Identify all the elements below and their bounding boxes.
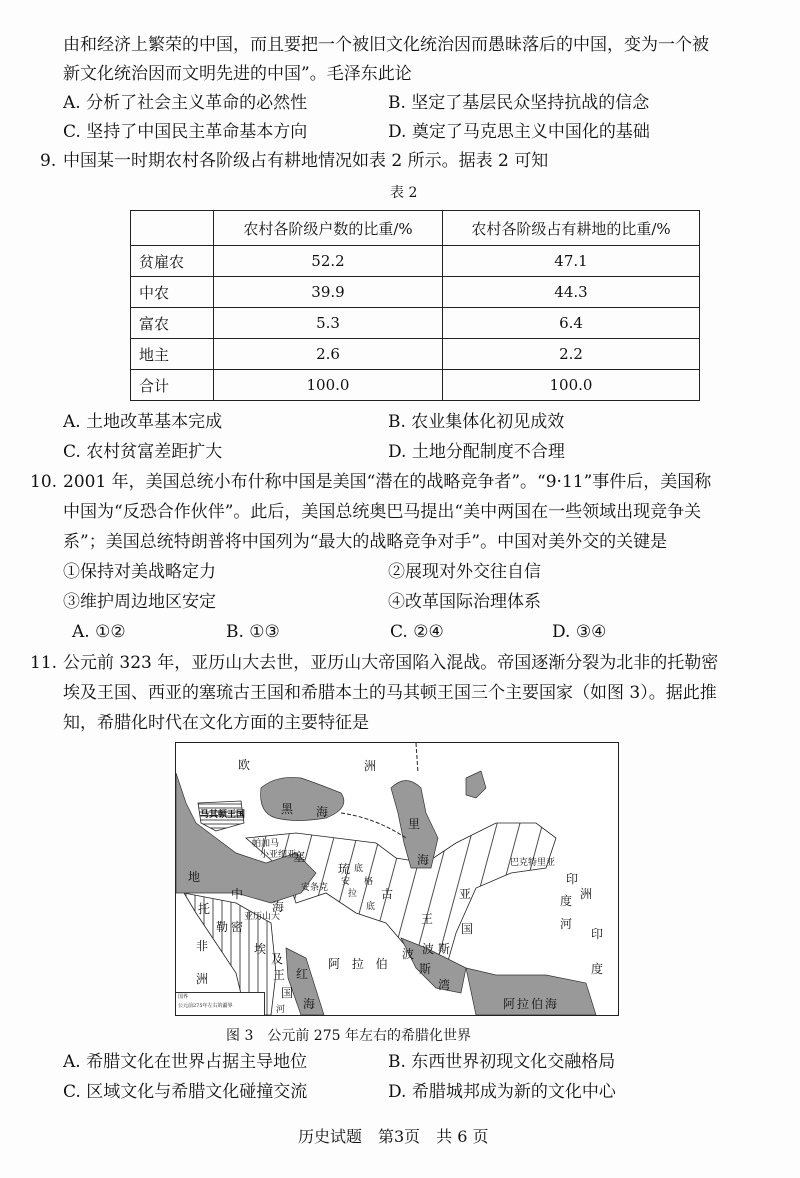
table-cell: 地主: [131, 339, 214, 370]
map-label: 古: [381, 887, 394, 901]
map-label: 河: [276, 1005, 286, 1015]
hellenistic-world-map: [175, 742, 619, 1016]
table-cell: 2.2: [443, 339, 700, 370]
map-label: 地: [188, 870, 201, 884]
table-row: [131, 277, 700, 308]
q9-option-d: D. 土地分配制度不合理: [388, 442, 565, 462]
table-title: 表 2: [390, 185, 418, 201]
aral-sea: [466, 771, 486, 798]
map-label: 帕加马: [252, 839, 280, 849]
map-label: 国: [281, 986, 294, 1000]
page-footer: 历史试题 第3页 共 6 页: [298, 1127, 489, 1146]
q9-stem: 中国某一时期农村各阶级占有耕地情况如表 2 所示。据表 2 可知: [63, 151, 549, 171]
q10-option-c: C. ②④: [390, 622, 444, 642]
table-cell: 100.0: [443, 370, 700, 401]
table-header: 农村各阶级户数的比重/%: [214, 211, 443, 246]
map-label: 塞: [293, 850, 306, 864]
figure-caption: 图 3 公元前 275 年左右的希腊化世界: [226, 1028, 471, 1044]
q8-option-a: A. 分析了社会主义革命的必然性: [63, 93, 308, 113]
map-label: 欧: [238, 758, 251, 772]
map-label: 及: [271, 952, 284, 966]
q10-stem-line: 2001 年，美国总统小布什称中国是美国“潜在的战略竞争者”。“9·11”事件后，美国称: [63, 472, 712, 492]
q9-option-c: C. 农村贫富差距扩大: [63, 442, 223, 462]
map-label: 王: [273, 968, 286, 982]
map-label: 里: [408, 817, 421, 831]
q11-stem-line: 知，希腊化时代在文化方面的主要特征是: [63, 713, 369, 733]
table-header-row: [131, 211, 700, 246]
map-label: 黑: [281, 802, 294, 816]
map-label: 国: [461, 922, 474, 936]
legend-item-border: 国界: [178, 994, 189, 1000]
map-label: 海: [316, 805, 329, 819]
map-label: 波: [402, 947, 415, 961]
map-label: 托: [198, 902, 211, 916]
map-label: 斯: [419, 962, 432, 976]
q9-option-b: B. 农业集体化初见成效: [388, 412, 565, 432]
q8-option-c: C. 坚持了中国民主革命基本方向: [63, 122, 308, 142]
map-label: 红: [296, 967, 309, 981]
map-label: 琉: [338, 862, 351, 876]
map-label: 埃: [254, 942, 267, 956]
q10-stem-line: 中国为“反恐合作伙伴”。此后，美国总统奥巴马提出“美中两国在一些领域出现竞争关: [63, 502, 702, 522]
table-cell: 贫雇农: [131, 246, 214, 277]
q10-option-d: D. ③④: [552, 622, 607, 642]
q11-number: 11.: [30, 653, 58, 673]
q8-option-d: D. 奠定了马克思主义中国化的基础: [388, 122, 650, 142]
q11-option-d: D. 希腊城邦成为新的文化中心: [388, 1082, 616, 1102]
map-legend: [176, 992, 265, 1015]
table-cell: 合计: [131, 370, 214, 401]
q10-item: ①保持对美战略定力: [63, 562, 216, 582]
map-label: 湾: [438, 978, 451, 992]
map-label: 海: [417, 853, 430, 867]
black-sea: [261, 777, 344, 820]
map-label: 密: [231, 920, 244, 934]
table-row: [131, 370, 700, 401]
table-cell: 中农: [131, 277, 214, 308]
table-header: [131, 211, 214, 246]
table-cell: 100.0: [214, 370, 443, 401]
table-cell: 富农: [131, 308, 214, 339]
map-label: 洲: [580, 887, 593, 901]
data-table: [130, 210, 700, 401]
map-label: 马其顿王国: [200, 810, 246, 820]
map-label: 度: [560, 894, 573, 908]
map-label: 海: [303, 997, 316, 1011]
map-label: 巴克特里亚: [510, 858, 556, 868]
table-cell: 6.4: [443, 308, 700, 339]
table-cell: 2.6: [214, 339, 443, 370]
table-row: [131, 246, 700, 277]
q11-option-b: B. 东西世界初现文化交融格局: [388, 1052, 616, 1072]
table-cell: 47.1: [443, 246, 700, 277]
table-cell: 39.9: [214, 277, 443, 308]
q8-stem-line: 新文化统治因而文明先进的中国”。毛泽东此论: [63, 64, 412, 84]
map-label: 安条克: [301, 883, 329, 893]
q10-number: 10.: [30, 472, 58, 492]
q8-option-b: B. 坚定了基层民众坚持抗战的信念: [388, 93, 650, 113]
map-label: 底: [354, 864, 364, 874]
map-label: 阿拉伯海: [503, 997, 560, 1011]
q10-option-a: A. ①②: [72, 622, 126, 642]
q9-number: 9.: [40, 151, 57, 171]
map-label: 印: [566, 872, 579, 886]
map-label: 非: [196, 939, 209, 953]
q9-option-a: A. 土地改革基本完成: [63, 412, 223, 432]
table-row: [131, 308, 700, 339]
q8-stem-line: 由和经济上繁荣的中国，而且要把一个被旧文化统治因而愚昧落后的中国，变为一个被: [63, 35, 709, 55]
map-label: 波 斯: [422, 942, 450, 956]
table-cell: 52.2: [214, 246, 443, 277]
map-label: 洲: [196, 972, 209, 986]
q10-item: ④改革国际治理体系: [388, 592, 541, 612]
q10-item: ③维护周边地区安定: [63, 592, 216, 612]
map-label: 王: [421, 912, 434, 926]
map-label: 海: [272, 900, 285, 914]
map-label: 洲: [364, 759, 377, 773]
map-label: 亚: [459, 887, 472, 901]
q11-stem-line: 公元前 323 年，亚历山大去世，亚历山大帝国陷入混战。帝国逐渐分裂为北非的托勒密: [63, 653, 719, 673]
table-cell: 5.3: [214, 308, 443, 339]
map-label: 拉: [348, 889, 358, 899]
map-label: 格: [364, 877, 374, 887]
map-label: 印: [591, 927, 604, 941]
map-label: 亚历山大: [244, 912, 281, 922]
q11-option-c: C. 区域文化与希腊文化碰撞交流: [63, 1082, 308, 1102]
table-header: 农村各阶级占有耕地的比重/%: [443, 211, 700, 246]
map-shapes: [176, 743, 618, 1015]
q10-option-b: B. ①③: [226, 622, 280, 642]
map-label: 安: [341, 877, 351, 887]
map-label: 河: [560, 917, 573, 931]
map-label: 底: [366, 902, 376, 912]
map-label: 度: [591, 962, 604, 976]
table-row: [131, 339, 700, 370]
table-cell: 44.3: [443, 277, 700, 308]
map-label: 勒: [216, 920, 229, 934]
q11-stem-line: 埃及王国、西亚的塞琉古王国和希腊本土的马其顿王国三个主要国家（如图 3）。据此推: [63, 683, 717, 703]
q10-stem-line: 系”；美国总统特朗普将中国列为“最大的战略竞争对手”。中国对美外交的关键是: [63, 532, 668, 552]
legend-item-boundary: 公元前275年左右的疆界: [178, 1003, 233, 1009]
map-label: 阿 拉 伯: [328, 957, 392, 971]
q10-item: ②展现对外交往自信: [388, 562, 541, 582]
map-label: 中: [231, 887, 244, 901]
map-label: 小亚细亚: [260, 850, 297, 860]
q11-option-a: A. 希腊文化在世界占据主导地位: [63, 1052, 308, 1072]
